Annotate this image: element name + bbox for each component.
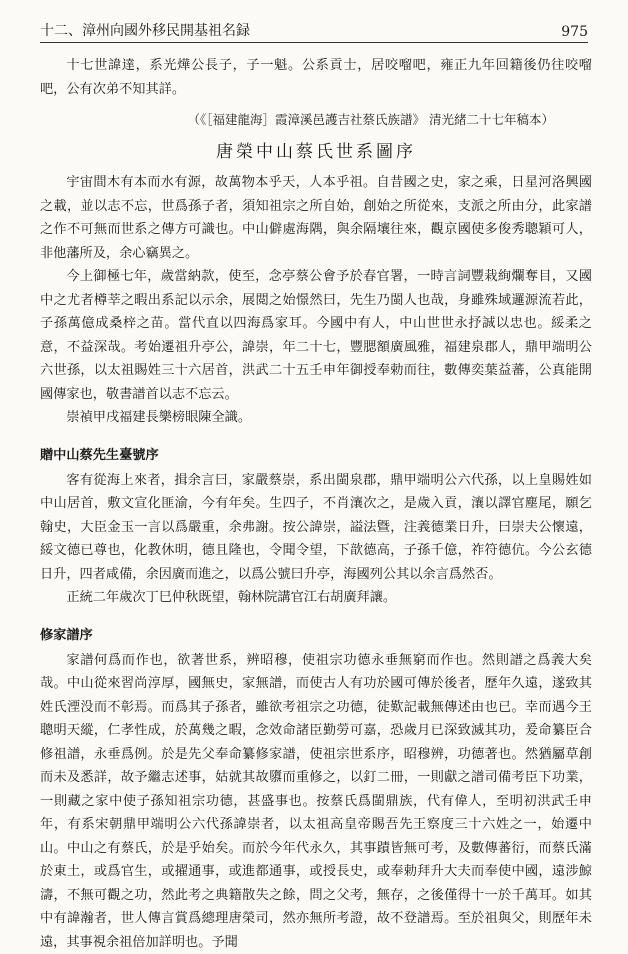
paragraph: 今上御極七年，歲當納款，使至，念亭蔡公會予於春官署，一時言詞豐栽絢爛奪目，又國中之尤者樽莘之暇出系記以示余，展閲之始憬然曰，先生乃閩人也哉，身雖殊域邏源流若此，子孫萬億成桑梓之苗。當代直以四海爲家耳。今國中有人，中山世世永抒誠以忠也。綏柔之意，不益深哉。考始遷祖升亭公，諱崇，年二十七，豐腮額廣風雅，福建泉郡人，鼎甲端明公六世孫，以太祖賜姓三十六居首，洪武二十五壬申年御授奉勅而往，數傳奕葉益蕃，公真能開國傳家也，敬書譜首以志不忘云。 <box>40 265 592 406</box>
header-rule <box>40 42 588 43</box>
paragraph: 家譜何爲而作也，欲著世系，辨昭穆，使祖宗功德永垂無窮而作也。然則譜之爲義大矣哉。中山從來習尚淳厚，國無史，家無譜，而使古人有功於國可傳於後者，歷年久遠，遂致其姓氏湮没而不彰焉。而爲其子孫者，雖欲考祖宗之功德，徒歎記載無傳述由也已。幸而遇今王聰明天縱，仁孝性成，於萬幾之暇，念效命諸臣勤勞可嘉，恐歲月已深致滅其功，爰命纂臣合修祖譜，永垂爲例。於是先父奉命纂修家譜，使祖宗世系序，昭穆辨，功德著也。然猶屬草創而未及悉詳，故予繼志述事，姑就其故隳而重修之，以釘二冊，一則獻之譜司備考臣下功業，一則藏之家中使子孫知祖宗功德，甚盛事也。按蔡氏爲閩鼎族，代有偉人，至明初洪武壬申年，有系宋朝鼎甲端明公六代孫諱崇者，以太祖高皇帝賜吾先王察度三十六姓之一，始遷中山。中山之有蔡氏，於是乎始矣。而於今年代永久，其事蹟皆無可考，及數傳蕃衍，而蔡氏滿於東土，或爲官生，或擢通事，或進都通事，或授長史，或奉勅拜升大夫而奉使中國，遠涉鯨濤，不無可觀之功，然此考之典籍散失之餘，問之父考，無存，之後僅得十一於千萬耳。如其中有諱瀚者，世人傳言賞爲總理唐榮司，然亦無所考證，故不登譜焉。至於祖與父，則歷年未遠，其事視余祖倍加詳明也。予聞 <box>40 649 592 954</box>
page-body <box>40 54 592 954</box>
paragraph: 客有從海上來者，揖余言曰，家嚴蔡崇，系出閩泉郡，鼎甲端明公六代孫，以上皇賜姓如中山居首，敷文宣化匪渝，今有年矣。生四子，不肖瀼次之，是歲入貢，瀼以譯官塵尾，願乞翰史，大臣金玉一言以爲嚴重，余弗謝。按公諱崇，謚法曁，注義德業日升，曰崇夫公懷遠，綏文德已尊也，化教休明，德且隆也，令聞令望，下歆德高，子孫千億，祚符德伉。今公玄德日升，四者咸備，余因廣而進之，以爲公號曰升亭，海國列公其以余言爲然否。 <box>40 469 592 587</box>
page-number: 975 <box>561 24 588 40</box>
signature-line: 正統二年歲次丁巳仲秋既望，翰林院講官江右胡廣拜讓。 <box>40 586 592 610</box>
section-title-family-register-preface: 修家譜序 <box>40 624 592 647</box>
paragraph: 宇宙間木有本而水有源，故萬物本乎天，人本乎祖。自昔國之史，家之乘，日星河洛興國之載，並以志不忘，世爲孫子者，須知祖宗之所自始，創始之所從來，支派之所由分，此家譜之作不可無而世系之傳方可識也。中山僻處海隅，與余隔壤往來，觀京國使多俊秀聰穎可人，非他藩所及，余心竊異之。 <box>40 171 592 265</box>
section-title-lineage-preface: 唐榮中山蔡氏世系圖序 <box>40 137 592 167</box>
chapter-title: 十二、漳州向國外移民開基祖名録 <box>40 20 250 40</box>
genealogy-entry: 十七世諱達，系光燁公長子，子一魁。公系貢士，居咬𠺕吧，雍正九年回籍後仍往咬𠺕吧，公有次弟不知其詳。 <box>40 54 592 101</box>
signature-line: 崇禎甲戌福建長樂榜眼陳全識。 <box>40 406 592 430</box>
section-title-name-preface: 贈中山蔡先生臺號序 <box>40 444 592 467</box>
source-citation: （《［福建龍海］霞漳溪邑護吉社蔡氏族譜》 清光緒二十七年稿本） <box>40 109 592 131</box>
running-header <box>40 18 588 40</box>
